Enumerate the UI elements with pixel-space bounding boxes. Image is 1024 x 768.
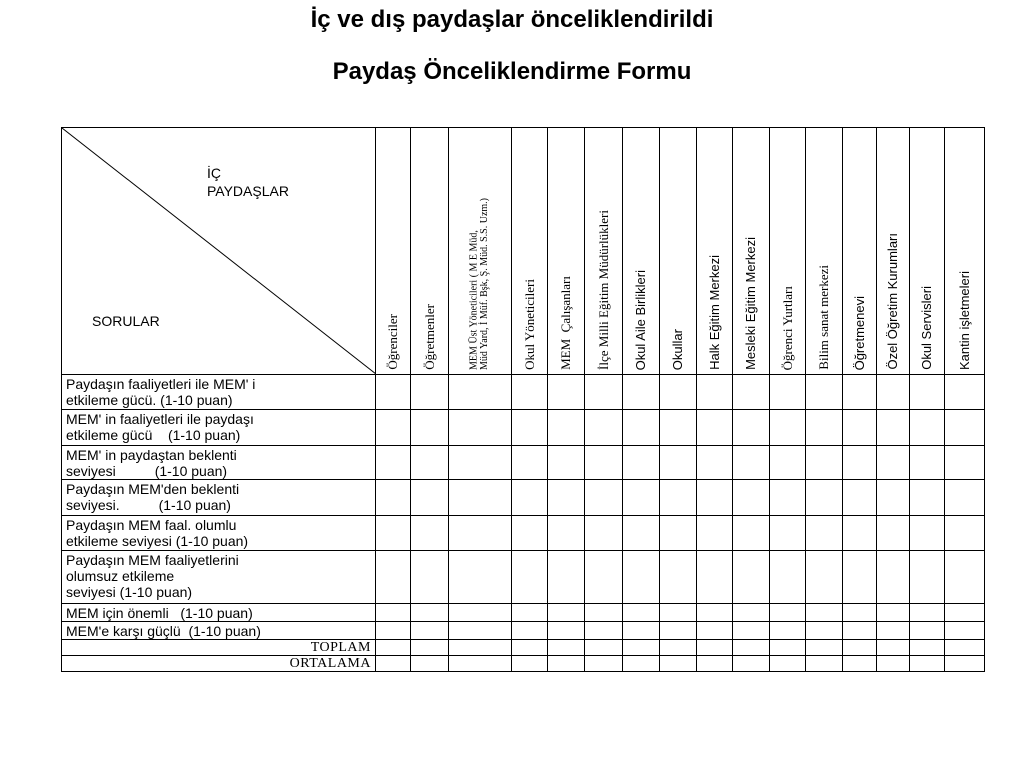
form-title: Paydaş Önceliklendirme Formu (332, 58, 692, 85)
score-cell[interactable] (733, 604, 770, 622)
total-cell[interactable] (376, 640, 411, 656)
score-cell[interactable] (585, 480, 623, 516)
score-cell[interactable] (910, 551, 945, 604)
score-cell[interactable] (910, 480, 945, 516)
score-cell[interactable] (697, 480, 733, 516)
score-cell[interactable] (806, 622, 843, 640)
score-cell[interactable] (733, 410, 770, 446)
score-cell[interactable] (770, 480, 806, 516)
total-row (62, 656, 985, 672)
stakeholder-header-3 (512, 128, 548, 375)
score-cell[interactable] (449, 516, 512, 551)
score-cell[interactable] (585, 516, 623, 551)
stakeholder-label: Mesleki Eğitim Merkezi (743, 237, 759, 370)
score-cell[interactable] (512, 446, 548, 480)
stakeholder-label: Öğrenciler (385, 314, 401, 370)
total-cell[interactable] (411, 656, 449, 672)
header-row (62, 128, 985, 375)
total-cell[interactable] (697, 656, 733, 672)
stakeholder-label: Kantin işletmeleri (956, 271, 972, 370)
total-cell[interactable] (806, 640, 843, 656)
question-row (62, 622, 985, 640)
score-cell[interactable] (512, 375, 548, 410)
score-cell[interactable] (660, 375, 697, 410)
score-cell[interactable] (411, 480, 449, 516)
total-cell[interactable] (733, 656, 770, 672)
score-cell[interactable] (411, 622, 449, 640)
score-cell[interactable] (585, 410, 623, 446)
stakeholder-header-4 (548, 128, 585, 375)
score-cell[interactable] (411, 446, 449, 480)
sorular-label: SORULAR (92, 313, 160, 329)
score-cell[interactable] (733, 516, 770, 551)
score-cell[interactable] (697, 446, 733, 480)
score-cell[interactable] (548, 622, 585, 640)
toplam-label: TOPLAM (62, 640, 376, 656)
score-cell[interactable] (877, 516, 910, 551)
stakeholder-label: MEM Üst Yöneticileri ( M E Müd, Müd Yard, İ Müf. Bşk, Ş. Müd. S.S. Uzm.) (468, 198, 490, 370)
score-cell[interactable] (945, 516, 985, 551)
score-cell[interactable] (806, 551, 843, 604)
stakeholder-header-12 (843, 128, 877, 375)
score-cell[interactable] (411, 410, 449, 446)
total-cell[interactable] (770, 656, 806, 672)
score-cell[interactable] (376, 375, 411, 410)
score-cell[interactable] (660, 604, 697, 622)
question-cell: Paydaşın MEM'den beklenti seviyesi. (1-10 puan) (62, 480, 376, 516)
score-cell[interactable] (945, 622, 985, 640)
score-cell[interactable] (843, 551, 877, 604)
score-cell[interactable] (945, 410, 985, 446)
total-cell[interactable] (449, 656, 512, 672)
score-cell[interactable] (697, 622, 733, 640)
stakeholder-header-0 (376, 128, 411, 375)
stakeholder-header-14 (910, 128, 945, 375)
score-cell[interactable] (376, 604, 411, 622)
score-cell[interactable] (449, 446, 512, 480)
score-cell[interactable] (843, 516, 877, 551)
stakeholder-label: Özel Öğretim Kurumları (885, 233, 901, 370)
score-cell[interactable] (548, 410, 585, 446)
stakeholder-header-8 (697, 128, 733, 375)
score-cell[interactable] (660, 622, 697, 640)
question-cell: MEM' in faaliyetleri ile paydaşı etkileme gücü (1-10 puan) (62, 410, 376, 446)
score-cell[interactable] (945, 604, 985, 622)
score-cell[interactable] (806, 446, 843, 480)
score-cell[interactable] (660, 551, 697, 604)
score-cell[interactable] (910, 604, 945, 622)
score-cell[interactable] (623, 516, 660, 551)
stakeholder-header-5 (585, 128, 623, 375)
score-cell[interactable] (585, 446, 623, 480)
score-cell[interactable] (585, 375, 623, 410)
score-cell[interactable] (449, 375, 512, 410)
score-cell[interactable] (806, 480, 843, 516)
score-cell[interactable] (623, 622, 660, 640)
score-cell[interactable] (585, 551, 623, 604)
score-cell[interactable] (733, 622, 770, 640)
stakeholder-header-15 (945, 128, 985, 375)
score-cell[interactable] (411, 516, 449, 551)
ortalama-label: ORTALAMA (62, 656, 376, 672)
score-cell[interactable] (548, 480, 585, 516)
total-cell[interactable] (770, 640, 806, 656)
score-cell[interactable] (512, 622, 548, 640)
score-cell[interactable] (806, 604, 843, 622)
score-cell[interactable] (449, 410, 512, 446)
stakeholder-label: Okul Yöneticileri (521, 279, 537, 370)
score-cell[interactable] (733, 375, 770, 410)
score-cell[interactable] (585, 604, 623, 622)
total-cell[interactable] (548, 640, 585, 656)
score-cell[interactable] (877, 622, 910, 640)
total-cell[interactable] (843, 656, 877, 672)
score-cell[interactable] (877, 604, 910, 622)
score-cell[interactable] (697, 410, 733, 446)
question-row (62, 480, 985, 516)
stakeholder-label: İlçe Milli Eğitim Müdürlükleri (595, 210, 611, 370)
ic-label: İÇ (207, 165, 221, 181)
score-cell[interactable] (411, 604, 449, 622)
score-cell[interactable] (877, 480, 910, 516)
stakeholder-header-11 (806, 128, 843, 375)
score-cell[interactable] (910, 622, 945, 640)
total-cell[interactable] (585, 656, 623, 672)
score-cell[interactable] (623, 604, 660, 622)
score-cell[interactable] (449, 480, 512, 516)
stakeholder-priority-form (61, 127, 985, 672)
score-cell[interactable] (843, 375, 877, 410)
score-cell[interactable] (376, 622, 411, 640)
score-cell[interactable] (548, 551, 585, 604)
score-cell[interactable] (843, 410, 877, 446)
score-cell[interactable] (945, 375, 985, 410)
total-cell[interactable] (877, 640, 910, 656)
question-row (62, 375, 985, 410)
score-cell[interactable] (733, 480, 770, 516)
total-cell[interactable] (623, 640, 660, 656)
score-cell[interactable] (877, 446, 910, 480)
score-cell[interactable] (843, 604, 877, 622)
score-cell[interactable] (770, 410, 806, 446)
score-cell[interactable] (910, 516, 945, 551)
question-cell: MEM'e karşı güçlü (1-10 puan) (62, 622, 376, 640)
question-cell: Paydaşın MEM faaliyetlerini olumsuz etkileme seviyesi (1-10 puan) (62, 551, 376, 604)
total-cell[interactable] (806, 656, 843, 672)
score-cell[interactable] (770, 622, 806, 640)
total-cell[interactable] (623, 656, 660, 672)
score-cell[interactable] (449, 622, 512, 640)
score-cell[interactable] (945, 480, 985, 516)
stakeholder-label: Okul Servisleri (919, 286, 935, 370)
score-cell[interactable] (733, 446, 770, 480)
stakeholder-header-10 (770, 128, 806, 375)
score-cell[interactable] (910, 410, 945, 446)
total-cell[interactable] (697, 640, 733, 656)
score-cell[interactable] (512, 480, 548, 516)
score-cell[interactable] (512, 516, 548, 551)
total-cell[interactable] (843, 640, 877, 656)
score-cell[interactable] (623, 375, 660, 410)
question-cell: Paydaşın faaliyetleri ile MEM' i etkileme gücü. (1-10 puan) (62, 375, 376, 410)
total-cell[interactable] (877, 656, 910, 672)
score-cell[interactable] (697, 516, 733, 551)
stakeholder-header-1 (411, 128, 449, 375)
stakeholder-header-13 (877, 128, 910, 375)
score-cell[interactable] (806, 516, 843, 551)
score-cell[interactable] (910, 375, 945, 410)
score-cell[interactable] (770, 446, 806, 480)
score-cell[interactable] (660, 446, 697, 480)
stakeholder-header-6 (623, 128, 660, 375)
question-row (62, 446, 985, 480)
score-cell[interactable] (585, 622, 623, 640)
score-cell[interactable] (843, 480, 877, 516)
total-cell[interactable] (585, 640, 623, 656)
stakeholder-label: Okul Aile Birlikleri (633, 269, 649, 370)
score-cell[interactable] (449, 604, 512, 622)
total-cell[interactable] (660, 640, 697, 656)
stakeholder-label: MEM Çalışanları (558, 276, 574, 370)
question-row (62, 551, 985, 604)
score-cell[interactable] (660, 410, 697, 446)
score-cell[interactable] (623, 551, 660, 604)
question-row (62, 516, 985, 551)
score-cell[interactable] (877, 375, 910, 410)
stakeholder-label: Okullar (670, 328, 686, 370)
score-cell[interactable] (660, 516, 697, 551)
stakeholder-label: Öğretmenler (421, 304, 437, 370)
score-cell[interactable] (512, 410, 548, 446)
score-cell[interactable] (945, 446, 985, 480)
stakeholder-label: Bilim sanat merkezi (816, 265, 832, 370)
score-cell[interactable] (411, 375, 449, 410)
total-cell[interactable] (449, 640, 512, 656)
question-cell: MEM' in paydaştan beklenti seviyesi (1-10 puan) (62, 446, 376, 480)
score-cell[interactable] (548, 375, 585, 410)
score-cell[interactable] (843, 446, 877, 480)
score-cell[interactable] (660, 480, 697, 516)
score-cell[interactable] (512, 551, 548, 604)
stakeholder-label: Halk Eğitim Merkezi (706, 255, 722, 370)
score-cell[interactable] (910, 446, 945, 480)
score-cell[interactable] (733, 551, 770, 604)
stakeholder-header-2 (449, 128, 512, 375)
question-row (62, 604, 985, 622)
total-cell[interactable] (733, 640, 770, 656)
priority-table (61, 127, 985, 672)
total-cell[interactable] (512, 640, 548, 656)
total-cell[interactable] (910, 656, 945, 672)
score-cell[interactable] (623, 410, 660, 446)
total-cell[interactable] (910, 640, 945, 656)
question-cell: MEM için önemli (1-10 puan) (62, 604, 376, 622)
total-cell[interactable] (512, 656, 548, 672)
score-cell[interactable] (806, 410, 843, 446)
score-cell[interactable] (877, 551, 910, 604)
score-cell[interactable] (843, 622, 877, 640)
total-cell[interactable] (548, 656, 585, 672)
score-cell[interactable] (512, 604, 548, 622)
score-cell[interactable] (548, 446, 585, 480)
score-cell[interactable] (449, 551, 512, 604)
score-cell[interactable] (548, 516, 585, 551)
stakeholder-header-9 (733, 128, 770, 375)
score-cell[interactable] (376, 551, 411, 604)
score-cell[interactable] (697, 375, 733, 410)
total-cell[interactable] (376, 656, 411, 672)
total-cell[interactable] (411, 640, 449, 656)
stakeholder-label: Öğretmenevi (851, 295, 867, 370)
score-cell[interactable] (411, 551, 449, 604)
score-cell[interactable] (806, 375, 843, 410)
total-row (62, 640, 985, 656)
score-cell[interactable] (623, 446, 660, 480)
total-cell[interactable] (945, 656, 985, 672)
score-cell[interactable] (376, 410, 411, 446)
score-cell[interactable] (877, 410, 910, 446)
score-cell[interactable] (770, 604, 806, 622)
total-cell[interactable] (945, 640, 985, 656)
score-cell[interactable] (697, 551, 733, 604)
score-cell[interactable] (770, 551, 806, 604)
question-cell: Paydaşın MEM faal. olumlu etkileme seviyesi (1-10 puan) (62, 516, 376, 551)
stakeholder-header-7 (660, 128, 697, 375)
score-cell[interactable] (376, 516, 411, 551)
score-cell[interactable] (376, 480, 411, 516)
stakeholder-label: Öğrenci Yurtları (779, 285, 795, 370)
paydaslar-label: PAYDAŞLAR (207, 183, 289, 199)
score-cell[interactable] (548, 604, 585, 622)
score-cell[interactable] (945, 551, 985, 604)
page-title: İç ve dış paydaşlar önceliklendirildi (310, 6, 714, 33)
question-row (62, 410, 985, 446)
score-cell[interactable] (376, 446, 411, 480)
score-cell[interactable] (623, 480, 660, 516)
score-cell[interactable] (770, 516, 806, 551)
score-cell[interactable] (770, 375, 806, 410)
total-cell[interactable] (660, 656, 697, 672)
score-cell[interactable] (697, 604, 733, 622)
corner-header-cell (62, 128, 376, 375)
